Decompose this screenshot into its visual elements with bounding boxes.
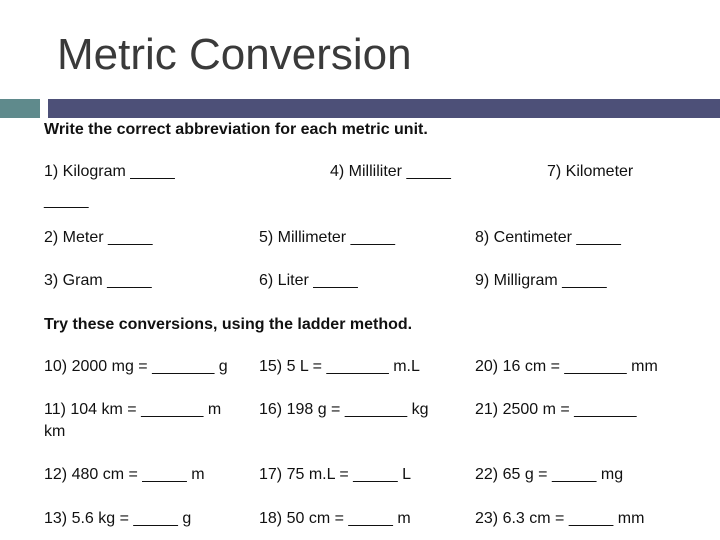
question-4: 4) Milliliter _____ [330, 163, 451, 180]
question-22: 22) 65 g = _____ mg [475, 466, 624, 483]
section1-heading: Write the correct abbreviation for each metric unit. [44, 121, 428, 138]
question-5: 5) Millimeter _____ [259, 229, 396, 246]
question-8: 8) Centimeter _____ [475, 229, 621, 246]
question-7: 7) Kilometer [547, 163, 634, 180]
question-2: 2) Meter _____ [44, 229, 153, 246]
accent-bar-left [0, 99, 40, 118]
question-23: 23) 6.3 cm = _____ mm [475, 510, 645, 527]
page-title: Metric Conversion [57, 30, 412, 79]
question-21: 21) 2500 m = _______ [475, 401, 637, 418]
question-9: 9) Milligram _____ [475, 272, 607, 289]
question-11: 11) 104 km = _______ m [44, 401, 222, 418]
question-16: 16) 198 g = _______ kg [259, 401, 429, 418]
question-11-continued: km [44, 423, 66, 440]
question-1-continued: _____ [44, 192, 89, 209]
question-3: 3) Gram _____ [44, 272, 152, 289]
question-12: 12) 480 cm = _____ m [44, 466, 205, 483]
question-20: 20) 16 cm = _______ mm [475, 358, 658, 375]
question-6: 6) Liter _____ [259, 272, 358, 289]
section2-heading: Try these conversions, using the ladder method. [44, 316, 413, 333]
question-13: 13) 5.6 kg = _____ g [44, 510, 192, 527]
question-10: 10) 2000 mg = _______ g [44, 358, 228, 375]
question-15: 15) 5 L = _______ m.L [259, 358, 420, 375]
question-17: 17) 75 m.L = _____ L [259, 466, 411, 483]
accent-bar-right [48, 99, 720, 118]
question-1: 1) Kilogram _____ [44, 163, 175, 180]
question-18: 18) 50 cm = _____ m [259, 510, 411, 527]
